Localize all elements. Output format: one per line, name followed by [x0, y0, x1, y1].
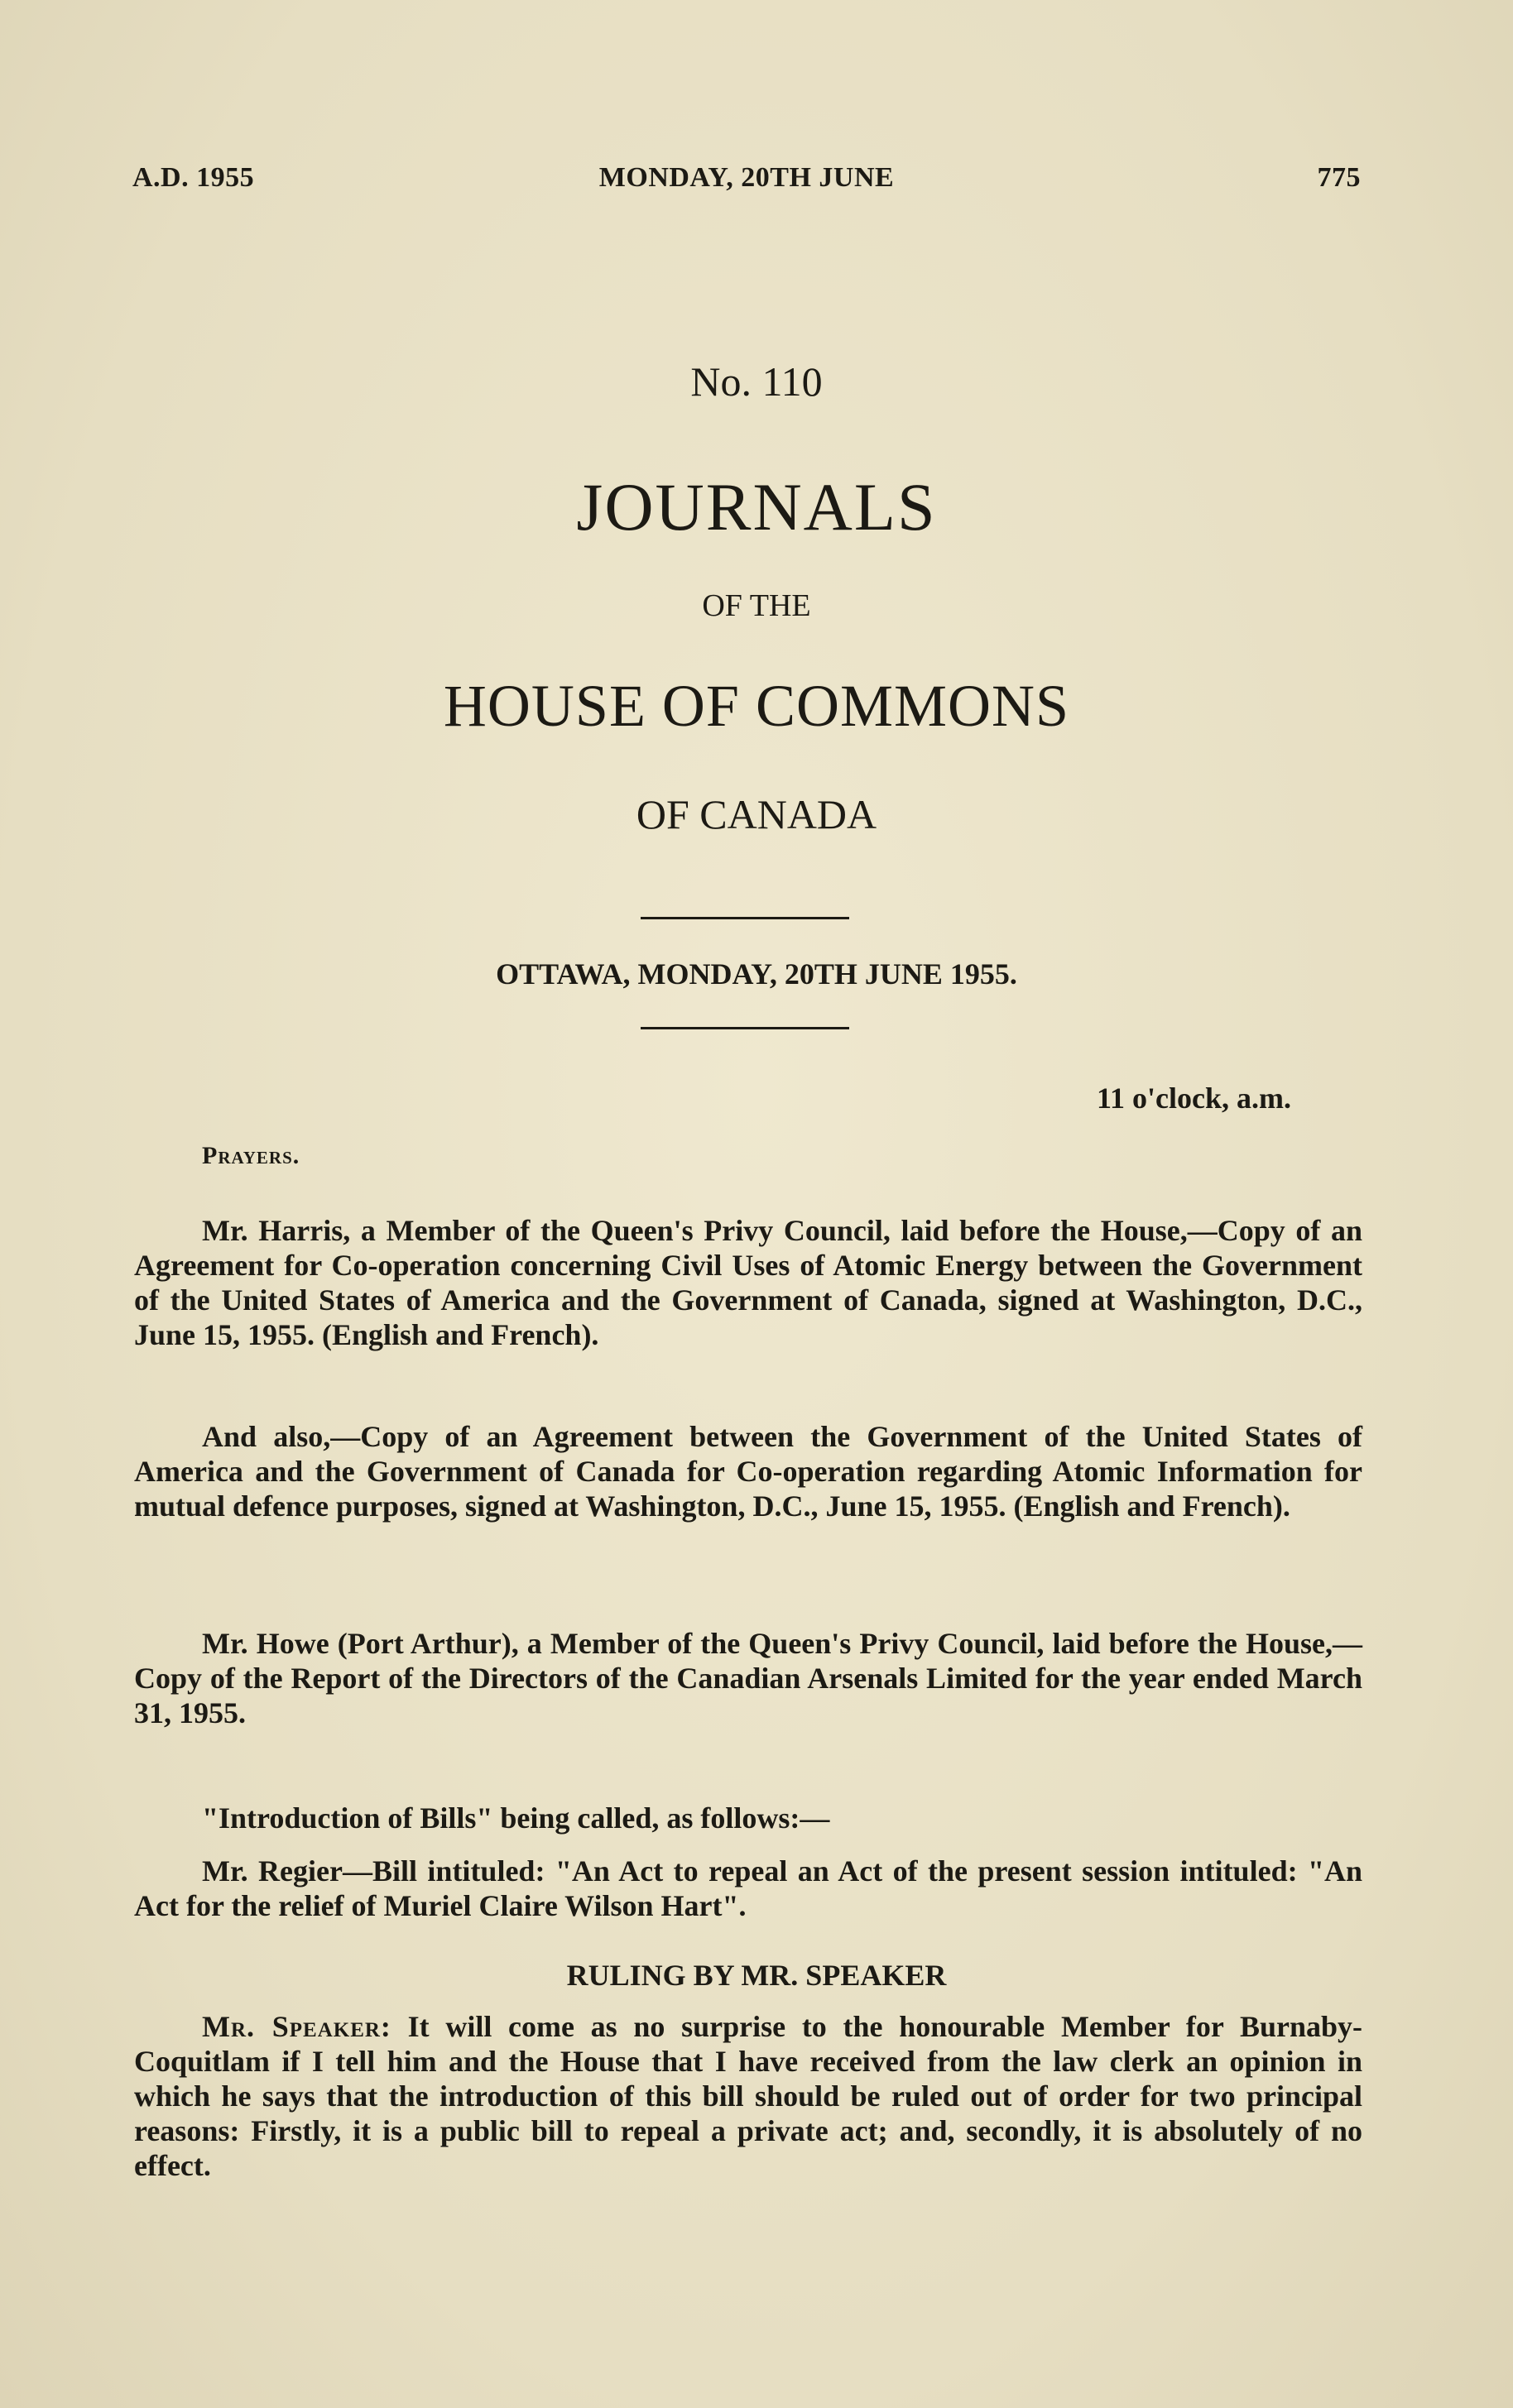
- divider-rule: [641, 917, 849, 919]
- paragraph-harris-tabling: Mr. Harris, a Member of the Queen's Privy Council, laid before the House,—Copy of an Agreement for Co-operation concerning Civil Uses of Atomic Energy between the Government of the United States of America and the Government of Canada, signed at Washington, D.C., June 15, 1955. (English and French).: [134, 1214, 1362, 1351]
- of-the-line: OF THE: [702, 588, 811, 623]
- paragraph-speaker-ruling: [134, 2009, 1362, 2183]
- house-of-commons-title: HOUSE OF COMMONS: [443, 673, 1070, 739]
- header-year: A.D. 1955: [132, 162, 255, 193]
- prayers-heading: Prayers.: [202, 1142, 300, 1169]
- issue-number: No. 110: [690, 358, 823, 405]
- header-date: MONDAY, 20TH JUNE: [598, 162, 895, 193]
- speaker-ruling-text: It will come as no surprise to the honourable Member for Burnaby-Coquitlam if I tell him and the House that I have received from the law clerk an opinion in which he says that the introduction of this bill should be ruled out of order for two principal reasons: Firstly, it is a public bill to repeal a private act; and, secondly, it is absolutely of no effect.: [134, 2010, 1362, 2182]
- header-page-number: 775: [1317, 162, 1361, 193]
- sitting-time: 11 o'clock, a.m.: [1097, 1082, 1291, 1115]
- dateline: OTTAWA, MONDAY, 20TH JUNE 1955.: [496, 957, 1017, 991]
- paragraph-regier-bill: Mr. Regier—Bill intituled: "An Act to repeal an Act of the present session intituled: "An Act for the relief of Muriel Claire Wilson Hart".: [134, 1854, 1362, 1922]
- paragraph-and-also: And also,—Copy of an Agreement between the Government of the United States of America and the Government of Canada for Co-operation regarding Atomic Information for mutual defence purposes, signed at Washington, D.C., June 15, 1955. (English and French).: [134, 1420, 1362, 1523]
- journals-title: JOURNALS: [576, 469, 937, 544]
- ruling-heading: RULING BY MR. SPEAKER: [566, 1959, 947, 1992]
- speaker-label: Mr. Speaker:: [202, 2010, 391, 2043]
- paragraph-howe-tabling: Mr. Howe (Port Arthur), a Member of the Queen's Privy Council, laid before the House,—Copy of the Report of the Directors of the Canadian Arsenals Limited for the year ended March 31, 1955.: [134, 1627, 1362, 1729]
- paragraph-introduction-of-bills: "Introduction of Bills" being called, as follows:—: [202, 1801, 830, 1835]
- of-canada-line: OF CANADA: [636, 791, 877, 837]
- running-header: [132, 162, 1361, 202]
- divider-rule: [641, 1027, 849, 1029]
